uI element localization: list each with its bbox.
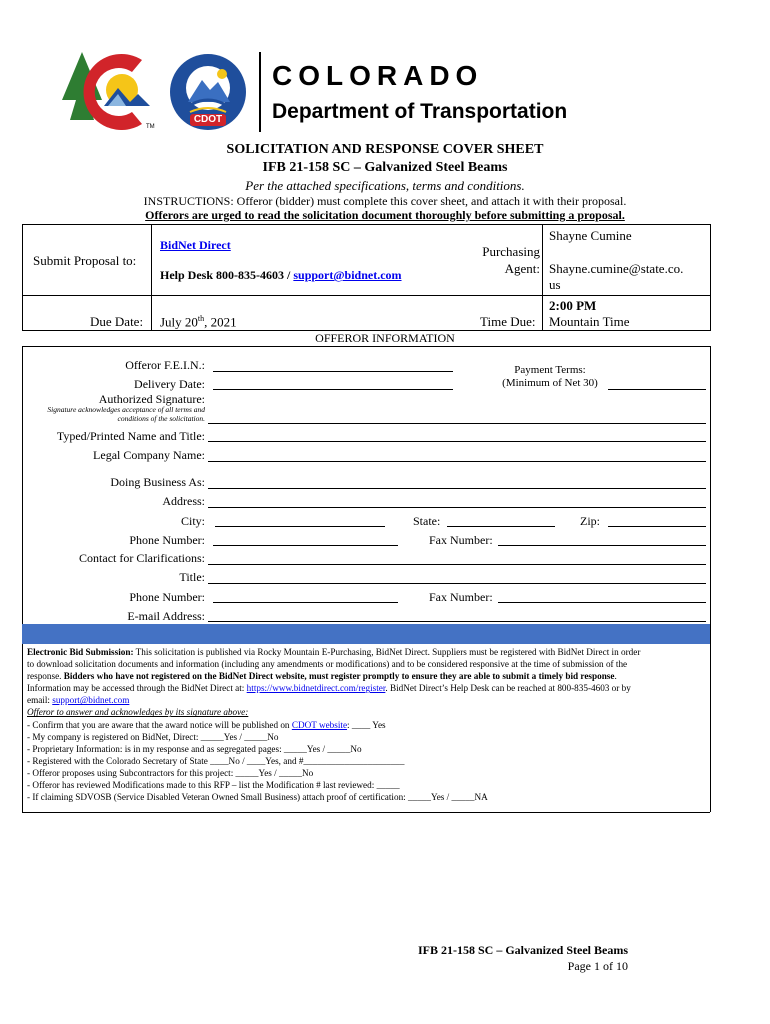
footer-page-number: Page 1 of 10 xyxy=(567,959,628,973)
terms-line-5 xyxy=(27,694,707,706)
trademark-mark: TM xyxy=(146,124,155,130)
section-divider-bar xyxy=(22,624,710,644)
dba-field[interactable] xyxy=(208,488,706,489)
ack-line-4: - Registered with the Colorado Secretary of State ____No / ____Yes, and #______________________ xyxy=(27,755,405,766)
email-label: E-mail Address: xyxy=(127,609,205,623)
legal-name-field[interactable] xyxy=(208,461,706,462)
logo-divider xyxy=(259,52,261,132)
signature-field[interactable] xyxy=(208,423,706,424)
cdot-badge xyxy=(168,52,248,132)
colorado-logo-mark xyxy=(60,50,165,130)
acknowledgement-heading: Offeror to answer and acknowledges by its signature above: xyxy=(27,707,249,718)
help-desk-line xyxy=(160,268,402,283)
delivery-date-field[interactable] xyxy=(213,389,453,390)
terms-line-2: to download solicitation documents and information (including any amendments or modifications) and to be considered responsive at the time of submission of the xyxy=(27,659,628,670)
table-col-divider-2 xyxy=(542,224,543,331)
terms-line-4-post: . BidNet Direct’s Help Desk can be reached at 800-835-4603 or by xyxy=(385,683,631,694)
submit-proposal-label: Submit Proposal to: xyxy=(33,253,137,268)
zip-label: Zip: xyxy=(580,514,600,528)
due-date-post: , 2021 xyxy=(204,314,237,330)
zip-field[interactable] xyxy=(608,526,706,527)
city-label: City: xyxy=(180,514,205,528)
phone-label: Phone Number: xyxy=(129,533,205,547)
fax2-field[interactable] xyxy=(498,602,706,603)
help-desk-email-link[interactable]: support@bidnet.com xyxy=(293,268,402,282)
purchasing-label-2: Agent: xyxy=(504,261,540,276)
org-name: COLORADO xyxy=(272,60,484,91)
terms-line-3-bold: Bidders who have not registered on the BidNet Direct website, must register promptly to ensure they are able to submit a timely bid response xyxy=(63,671,615,682)
dept-name: Department of Transportation xyxy=(272,100,568,123)
fein-label: Offeror F.E.I.N.: xyxy=(125,358,205,372)
terms-line-5-pre: email: xyxy=(27,695,53,706)
title-field[interactable] xyxy=(208,583,706,584)
help-desk-text: Help Desk 800-835-4603 / xyxy=(160,268,294,282)
agent-email-line-2: us xyxy=(549,277,561,292)
page-title: SOLICITATION AND RESPONSE COVER SHEET xyxy=(226,142,544,157)
time-due-label: Time Due: xyxy=(480,314,536,329)
agent-email xyxy=(549,261,683,293)
signature-note-1: Signature acknowledges acceptance of all terms and xyxy=(47,405,205,414)
legal-name-label: Legal Company Name: xyxy=(93,448,205,462)
fax-field[interactable] xyxy=(498,545,706,546)
state-field[interactable] xyxy=(447,526,555,527)
terms-line-4 xyxy=(27,682,707,694)
address-field[interactable] xyxy=(208,507,706,508)
payment-terms-minimum: (Minimum of Net 30) xyxy=(502,377,598,389)
typed-name-field[interactable] xyxy=(208,441,706,442)
cdot-badge-text: CDOT xyxy=(193,114,223,125)
phone-field[interactable] xyxy=(213,545,398,546)
phone2-field[interactable] xyxy=(213,602,398,603)
offeror-info-heading: OFFEROR INFORMATION xyxy=(315,331,455,345)
warning-note: Offerors are urged to read the solicitation document thoroughly before submitting a proposal. xyxy=(145,208,625,222)
instructions: INSTRUCTIONS: Offeror (bidder) must complete this cover sheet, and attach it with their proposal. xyxy=(143,194,627,208)
ack-line-1-pre: - Confirm that you are aware that the award notice will be published on xyxy=(27,719,292,730)
cdot-website-link[interactable]: CDOT website xyxy=(291,719,348,730)
address-label: Address: xyxy=(162,494,205,508)
ack-line-5: - Offeror proposes using Subcontractors for this project: _____Yes / _____No xyxy=(27,767,314,778)
ebs-label: Electronic Bid Submission: xyxy=(27,647,134,657)
time-due-zone: Mountain Time xyxy=(549,314,630,329)
state-label: State: xyxy=(413,514,441,528)
table-top-line xyxy=(22,224,710,225)
authorized-signature-label: Authorized Signature: xyxy=(98,392,205,406)
ack-line-6: - Offeror has reviewed Modifications made to this RFP – list the Modification # last reviewed: _____ xyxy=(27,780,400,791)
terms-line-4-pre: Information may be accessed through the BidNet Direct at: xyxy=(27,683,247,694)
offeror-left-border xyxy=(22,346,23,812)
contact-label: Contact for Clarifications: xyxy=(79,551,205,565)
terms-line-1 xyxy=(27,646,707,658)
time-due-value: 2:00 PM xyxy=(549,298,597,313)
email-field[interactable] xyxy=(208,621,706,622)
terms-block xyxy=(27,646,707,803)
payment-terms-field[interactable] xyxy=(608,389,706,390)
purchasing-label xyxy=(470,243,540,277)
typed-name-label: Typed/Printed Name and Title: xyxy=(56,429,205,443)
due-date-value xyxy=(160,314,237,330)
due-date-sup: th xyxy=(197,314,205,323)
delivery-date-label: Delivery Date: xyxy=(134,377,205,391)
terms-line-3 xyxy=(27,670,707,682)
phone2-label: Phone Number: xyxy=(129,590,205,604)
signature-note xyxy=(47,405,205,423)
footer-ifb: IFB 21-158 SC – Galvanized Steel Beams xyxy=(418,943,628,957)
agent-name: Shayne Cumine xyxy=(549,228,632,243)
offeror-right-border xyxy=(710,346,711,812)
due-date-pre: July 20 xyxy=(160,314,198,330)
offeror-top-line xyxy=(22,346,710,347)
table-left-border xyxy=(22,224,23,331)
page-subtitle: IFB 21-158 SC – Galvanized Steel Beams xyxy=(262,160,508,175)
city-field[interactable] xyxy=(215,526,385,527)
signature-note-2: conditions of the solicitation. xyxy=(117,414,205,423)
bidnet-register-link[interactable]: https://www.bidnetdirect.com/register xyxy=(246,683,386,694)
ack-line-7: - If claiming SDVOSB (Service Disabled Veteran Owned Small Business) attach proof of certification: _____Yes / _____NA xyxy=(27,792,488,803)
table-mid-line xyxy=(22,295,710,296)
agent-email-line-1: Shayne.cumine@state.co. xyxy=(549,261,684,276)
support-email-link[interactable]: support@bidnet.com xyxy=(52,695,130,706)
purchasing-label-1: Purchasing xyxy=(482,244,540,259)
fein-field[interactable] xyxy=(213,371,453,372)
terms-line-3-pre: response. xyxy=(27,671,64,682)
ack-line-3: - Proprietary Information: is in my response and as segregated pages: _____Yes / _____No xyxy=(27,743,362,754)
bidnet-direct-link[interactable]: BidNet Direct xyxy=(160,238,231,252)
offeror-bottom-line xyxy=(22,812,710,813)
fax2-label: Fax Number: xyxy=(429,590,493,604)
ebs-text: This solicitation is published via Rocky Mountain E-Purchasing, BidNet Direct. Suppliers must be registered with BidNet Direct in order xyxy=(133,647,641,657)
fax-label: Fax Number: xyxy=(429,533,493,547)
terms-line-3-post: . xyxy=(614,671,617,682)
specifications-note: Per the attached specifications, terms and conditions. xyxy=(245,178,525,193)
dba-label: Doing Business As: xyxy=(110,475,205,489)
payment-terms-label: Payment Terms: xyxy=(514,364,586,376)
table-col-divider-1 xyxy=(151,224,152,331)
title-label: Title: xyxy=(179,570,205,584)
table-right-border xyxy=(710,224,711,331)
ack-line-1-post: : ____ Yes xyxy=(347,719,386,730)
due-date-label: Due Date: xyxy=(90,314,144,329)
ack-line-1 xyxy=(27,719,707,731)
ack-line-2: - My company is registered on BidNet, Direct: _____Yes / _____No xyxy=(27,731,279,742)
contact-field[interactable] xyxy=(208,564,706,565)
